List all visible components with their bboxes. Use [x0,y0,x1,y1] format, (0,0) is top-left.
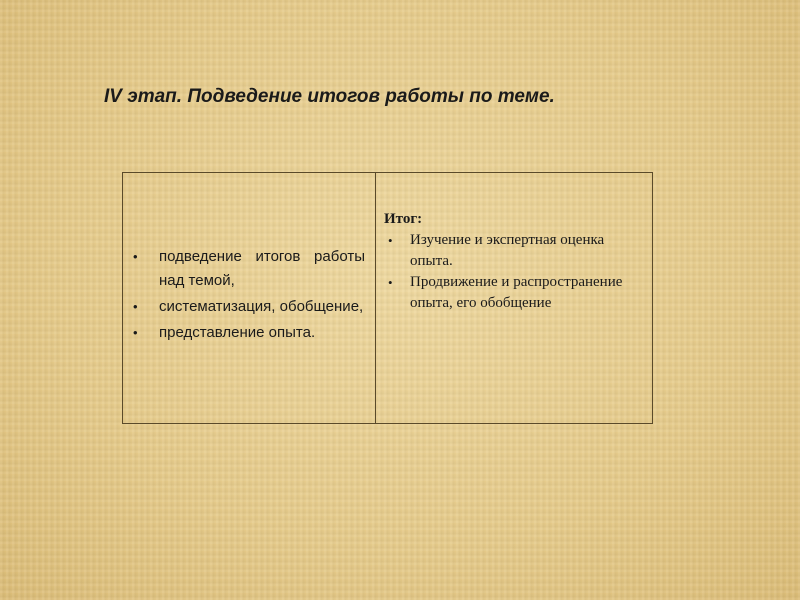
list-item-text: подведение итогов работы над темой, [159,248,365,289]
list-item [388,230,638,272]
bullet-icon: • [133,325,138,340]
slide-title: IV этап. Подведение итогов работы по теме. [104,86,555,107]
list-item [133,245,365,293]
bullet-icon: • [133,249,138,264]
left-cell [123,173,376,424]
right-bullet-list [384,230,638,314]
bullet-icon: • [133,299,138,314]
list-item-text: представление опыта. [159,324,316,341]
list-item-text: Продвижение и распространение опыта, его обобщение [410,274,623,311]
right-cell [376,173,653,424]
result-heading: Итог: [384,211,423,227]
table-row [123,173,653,424]
list-item [133,295,365,319]
bullet-icon: • [388,233,393,248]
result-box [376,173,652,314]
list-item-text: систематизация, обобщение, [159,298,364,315]
list-item [388,272,638,314]
list-item-text: Изучение и экспертная оценка опыта. [410,232,605,269]
list-item [133,321,365,345]
bullet-icon: • [388,275,393,290]
summary-table [122,172,653,424]
left-bullet-list [123,173,375,345]
